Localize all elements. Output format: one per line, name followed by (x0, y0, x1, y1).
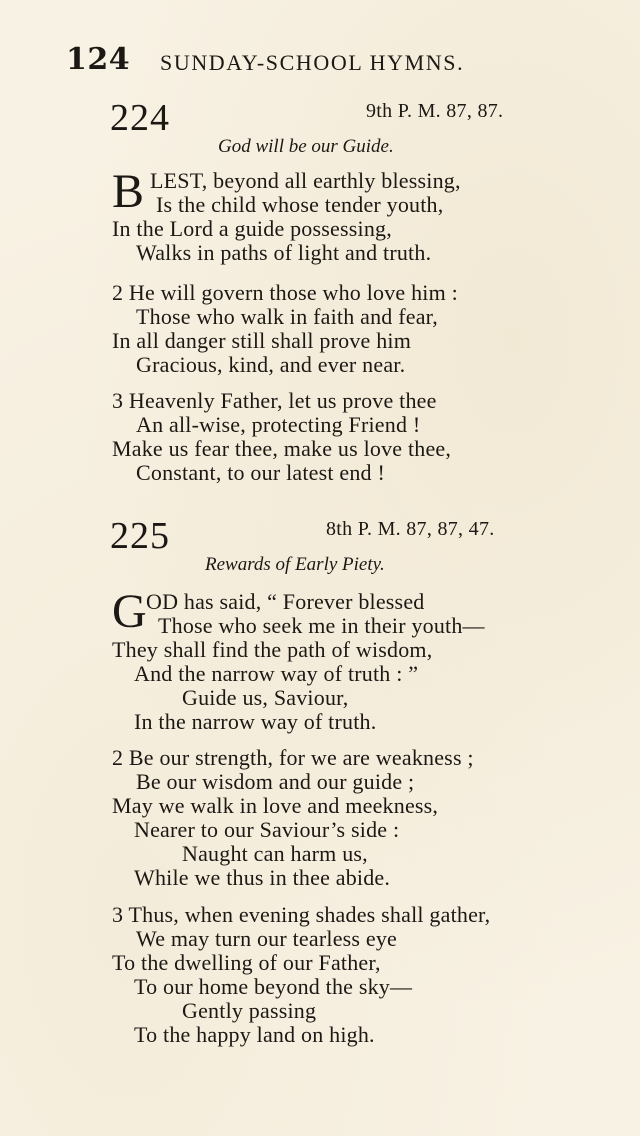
drop-cap: B (112, 165, 145, 218)
verse-line: We may turn our tearless eye (136, 926, 398, 951)
verse-line: May we walk in love and meekness, (112, 793, 439, 818)
verse-line: Guide us, Saviour, (182, 685, 349, 710)
verse-line: To our home beyond the sky— (134, 974, 413, 999)
verse-line: Constant, to our latest end ! (136, 460, 385, 485)
drop-cap: G (112, 585, 147, 638)
verse-line: Be our wisdom and our guide ; (136, 769, 415, 794)
verse-line: To the dwelling of our Father, (112, 950, 381, 975)
verse-line: While we thus in thee abide. (134, 865, 391, 890)
verse-line: 2 He will govern those who love him : (112, 280, 458, 305)
verse-line: Those who walk in faith and fear, (136, 304, 439, 329)
verse-line: In all danger still shall prove him (112, 328, 412, 353)
verse-line: Make us fear thee, make us love thee, (112, 436, 452, 461)
verse-line: An all-wise, protecting Friend ! (136, 412, 421, 437)
hymn-meter: 9th P. M. 87, 87. (366, 100, 504, 122)
verse-line: 3 Heavenly Father, let us prove thee (112, 388, 437, 413)
verse-line: Gently passing (182, 998, 317, 1023)
verse-line: They shall find the path of wisdom, (112, 637, 433, 662)
running-title: SUNDAY-SCHOOL HYMNS. (160, 50, 465, 75)
hymn-subtitle: God will be our Guide. (218, 136, 394, 157)
verse-line: 2 Be our strength, for we are weakness ; (112, 745, 474, 770)
verse-line: Naught can harm us, (182, 841, 368, 866)
verse-line: To the happy land on high. (134, 1022, 375, 1047)
hymn-number: 225 (110, 515, 170, 557)
verse-line: Walks in paths of light and truth. (136, 240, 432, 265)
verse-line: In the Lord a guide possessing, (112, 216, 392, 241)
verse-line: OD has said, “ Forever blessed (146, 589, 425, 614)
verse-line: Gracious, kind, and ever near. (136, 352, 406, 377)
hymn-subtitle: Rewards of Early Piety. (205, 554, 385, 575)
verse-line: LEST, beyond all earthly blessing, (150, 168, 461, 193)
verse-line: Those who seek me in their youth— (158, 613, 485, 638)
page-number: 124 (66, 42, 131, 77)
hymn-number: 224 (110, 97, 170, 139)
verse-line: Nearer to our Saviour’s side : (134, 817, 400, 842)
verse-line: In the narrow way of truth. (134, 709, 377, 734)
hymn-meter: 8th P. M. 87, 87, 47. (326, 518, 495, 540)
verse-line: 3 Thus, when evening shades shall gather, (112, 902, 491, 927)
verse-line: Is the child whose tender youth, (156, 192, 444, 217)
verse-line: And the narrow way of truth : ” (134, 661, 419, 686)
